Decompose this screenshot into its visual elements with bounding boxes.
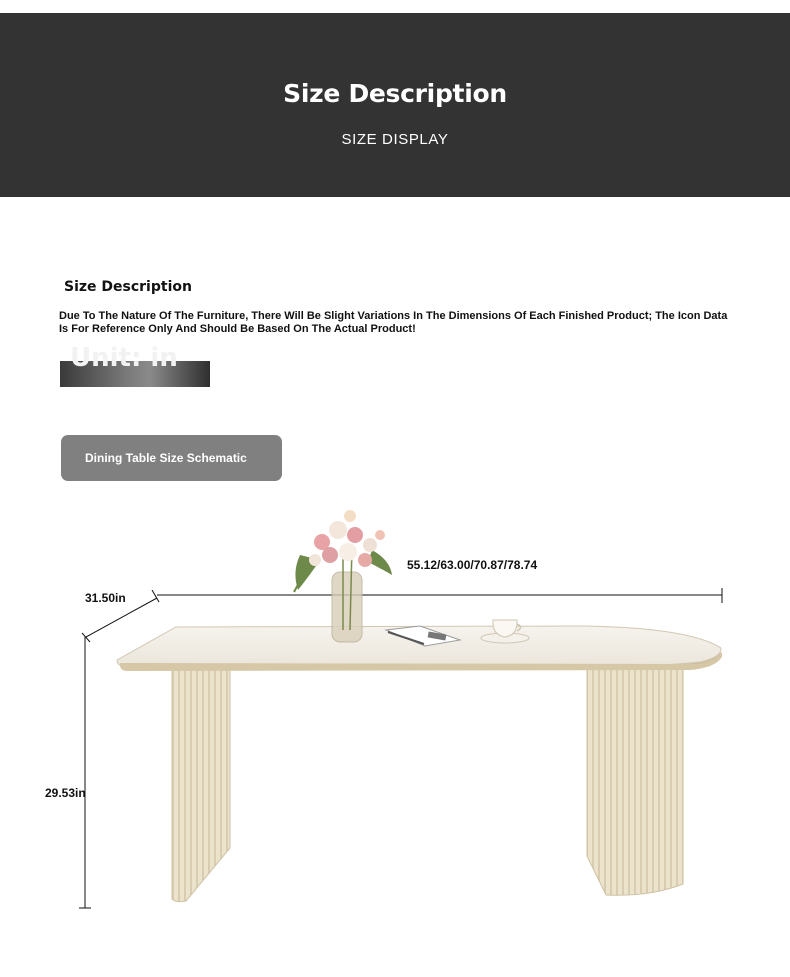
header-title: Size Description [283,79,507,108]
header-banner [0,13,790,197]
unit-badge [60,343,210,387]
schematic-label-pill [61,435,282,481]
table-legs [172,668,683,902]
length-dimension-label: 55.12/63.00/70.87/78.74 [407,558,538,572]
height-dimension-label: 29.53in [45,786,86,800]
dining-table-illustration [0,490,790,977]
schematic-label: Dining Table Size Schematic [85,451,247,465]
unit-label: Unit: in [70,343,178,373]
top-strip [0,0,790,13]
section-title: Size Description [64,279,192,295]
depth-dimension-label: 31.50in [85,591,126,605]
flower-vase [294,510,392,642]
header-subtitle: SIZE DISPLAY [341,131,449,148]
size-notice: Due To The Nature Of The Furniture, There Will Be Slight Variations In The Dimensions Of Each Finished Product; The Icon Data Is For Reference Only And Should Be Based On The Actual Product! [59,310,728,335]
